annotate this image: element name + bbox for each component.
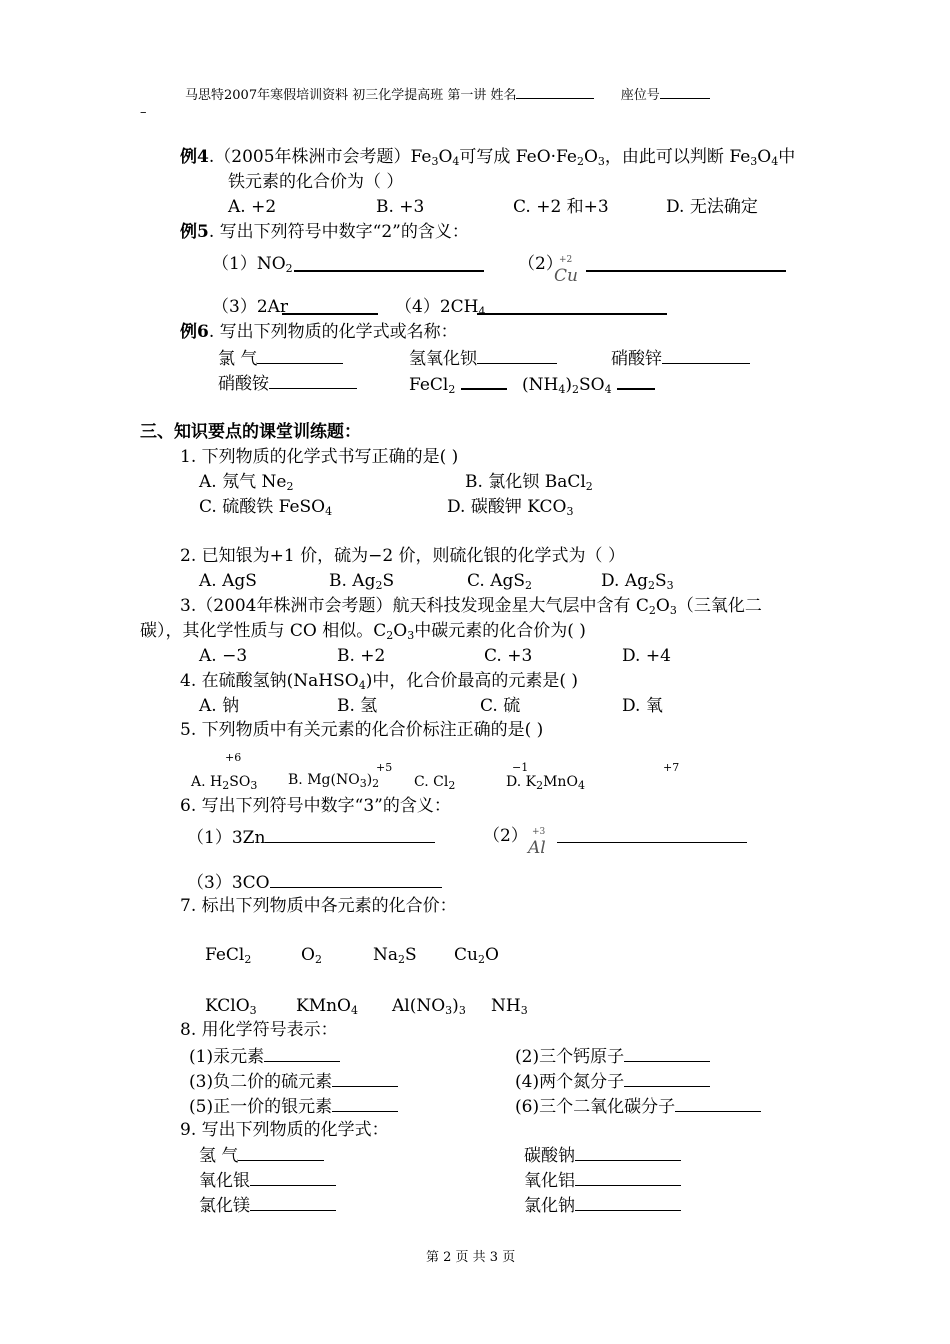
q7-formula-fecl2: FeCl$_2$ xyxy=(205,945,252,966)
q9-stem: 9. 写出下列物质的化学式： xyxy=(180,1120,389,1140)
q7-formula-na2s: $Na_2S$ xyxy=(373,945,417,966)
section-title: 三、知识要点的课堂训练题： xyxy=(140,422,361,442)
q5-option-a[interactable]: A. $H_2SO_3$ xyxy=(191,774,258,792)
ex5-q3: （3）2Ar xyxy=(212,297,289,317)
q5-stem: 5. 下列物质中有关元素的化合价标注正确的是( ) xyxy=(180,720,544,740)
q1-option-a[interactable]: A. 氖气 $Ne_2$ xyxy=(199,472,294,493)
ex4-option-a[interactable]: A. +2 xyxy=(228,197,277,217)
header-dash: – xyxy=(140,105,147,120)
seat-label: 座位号 xyxy=(620,88,660,103)
q3-line2: 碳），其化学性质与 CO 相似。$C_2O_3$中碳元素的化合价为( ) xyxy=(140,621,586,642)
q2-option-a[interactable]: A. AgS xyxy=(199,571,257,591)
q2-option-d[interactable]: D. $Ag_2S_3$ xyxy=(601,571,674,592)
q6-stem: 6. 写出下列符号中数字“3”的含义： xyxy=(180,796,451,816)
ex5-q4: $(4)2CH_4$ xyxy=(395,297,486,318)
ex6-item-e: FeCl$_2$ xyxy=(409,374,507,394)
q6-part1: （1）3Zn xyxy=(187,828,435,847)
ex6-stem: 例6. 写出下列物质的化学式或名称： xyxy=(180,322,458,342)
q5-option-b[interactable]: B. $Mg(NO_3)_2$ xyxy=(288,772,380,790)
q9-item-f: 氯化钠 xyxy=(524,1196,681,1215)
ex5-stem: 例5. 写出下列符号中数字“2”的含义： xyxy=(180,222,469,242)
q8-item-1: (1)汞元素 xyxy=(189,1047,340,1066)
q1-stem: 1. 下列物质的化学式书写正确的是( ) xyxy=(180,447,459,467)
q5-mark-d: +7 xyxy=(663,761,680,774)
ex5-q2-charge: +2 xyxy=(559,255,573,265)
q3-option-b[interactable]: B. +2 xyxy=(337,646,386,666)
q7-formula-kclo3: KClO$_3$ xyxy=(205,996,257,1017)
q3-line1: 3.（2004年株洲市会考题）航天科技发现金星大气层中含有 $C_2O_3$（三氧化二 xyxy=(180,596,762,617)
q8-item-2: (2)三个钙原子 xyxy=(515,1047,710,1066)
q9-item-c: 氧化银 xyxy=(199,1171,336,1190)
q9-item-d: 氧化铝 xyxy=(524,1171,681,1190)
q7-formula-o2: $O_2$ xyxy=(301,945,322,966)
q5-option-c[interactable]: C. $Cl_2$ xyxy=(414,774,456,792)
ex5-q3-blank[interactable] xyxy=(282,299,378,315)
q8-item-3: (3)负二价的硫元素 xyxy=(189,1072,398,1091)
q7-formula-alno33: $Al(NO_3)_3$ xyxy=(392,996,466,1017)
q8-item-6: (6)三个二氧化碳分子 xyxy=(515,1097,761,1116)
seat-blank[interactable] xyxy=(660,84,710,99)
ex5-q4-blank[interactable] xyxy=(477,299,667,315)
q7-formula-cu2o: $Cu_2O$ xyxy=(454,945,499,966)
q2-option-b[interactable]: B. $Ag_2S$ xyxy=(329,571,395,592)
q5-mark-a: +6 xyxy=(225,751,242,764)
q7-formula-nh3: $NH_3$ xyxy=(491,996,528,1017)
q9-item-a: 氢 气 xyxy=(199,1146,324,1165)
q6-part2-charge: +3 xyxy=(532,827,546,837)
ex6-item-b: 氢氧化钡 xyxy=(409,349,557,368)
ex4-line1: 例4.（2005年株洲市会考题）$Fe_3O_4$可写成 $FeO\cdot Fe_2O_3$，由此可以判断 $Fe_3O_4$中 xyxy=(180,147,796,168)
q2-stem: 2. 已知银为+1 价，硫为−2 价，则硫化银的化学式为（ ） xyxy=(180,546,625,566)
q3-option-a[interactable]: A. −3 xyxy=(199,646,248,666)
q4-option-a[interactable]: A. 钠 xyxy=(199,696,240,716)
q1-option-b[interactable]: B. 氯化钡 BaCl$_2$ xyxy=(465,472,593,493)
ex5-q1: $(1)NO_2$ xyxy=(212,254,293,275)
ex5-q2-blank[interactable] xyxy=(586,256,786,272)
ex6-item-d: 硝酸铵 xyxy=(218,374,357,393)
q4-option-d[interactable]: D. 氧 xyxy=(622,696,663,716)
q1-option-c[interactable]: C. 硫酸铁 FeSO$_4$ xyxy=(199,497,333,518)
q2-option-c[interactable]: C. AgS$_2$ xyxy=(467,571,533,592)
ex4-option-b[interactable]: B. +3 xyxy=(376,197,425,217)
q5-mark-b: +5 xyxy=(376,761,393,774)
q5-option-d[interactable]: D. $K_2MnO_4$ xyxy=(506,774,585,792)
q9-item-e: 氯化镁 xyxy=(199,1196,336,1215)
q8-item-5: (5)正一价的银元素 xyxy=(189,1097,398,1116)
page-header xyxy=(185,84,710,102)
header-text: 马思特2007年寒假培训资料 初三化学提高班 第一讲 姓名 xyxy=(185,88,517,103)
q6-part2-blank[interactable] xyxy=(557,828,747,843)
q6-part2: （2） xyxy=(483,826,528,846)
ex4-option-d[interactable]: D. 无法确定 xyxy=(666,197,758,217)
q7-formula-kmno4: KMnO$_4$ xyxy=(296,996,358,1017)
ex5-q2: （2） xyxy=(518,254,563,274)
q9-item-b: 碳酸钠 xyxy=(524,1146,681,1165)
q8-stem: 8. 用化学符号表示： xyxy=(180,1020,338,1040)
q4-stem: 4. 在硫酸氢钠(NaHSO$_4$)中，化合价最高的元素是( ) xyxy=(180,671,578,692)
name-blank[interactable] xyxy=(516,84,594,99)
ex5-q2-symbol: Cu xyxy=(554,266,578,286)
page-footer: 第 2 页 共 3 页 xyxy=(426,1250,516,1265)
q1-option-d[interactable]: D. 碳酸钾 $KCO_3$ xyxy=(447,497,574,518)
ex4-label: 例4 xyxy=(180,147,209,167)
q4-option-b[interactable]: B. 氢 xyxy=(337,696,378,716)
q7-stem: 7. 标出下列物质中各元素的化合价： xyxy=(180,896,457,916)
ex6-item-a: 氯 气 xyxy=(218,349,343,368)
ex4-line2: 铁元素的化合价为（ ） xyxy=(228,172,404,192)
ex6-item-f: $(NH_4)_2SO_4$ xyxy=(522,374,655,394)
q8-item-4: (4)两个氮分子 xyxy=(515,1072,710,1091)
ex5-q1-blank[interactable] xyxy=(294,256,484,272)
ex6-item-c: 硝酸锌 xyxy=(611,349,750,368)
ex4-option-c[interactable]: C. +2 和+3 xyxy=(513,197,609,217)
q4-option-c[interactable]: C. 硫 xyxy=(480,696,521,716)
q5-mark-c: −1 xyxy=(512,761,529,774)
q6-part3: （3）3CO xyxy=(187,873,442,892)
q3-option-c[interactable]: C. +3 xyxy=(484,646,533,666)
q3-option-d[interactable]: D. +4 xyxy=(622,646,671,666)
q6-part2-symbol: Al xyxy=(528,838,546,858)
